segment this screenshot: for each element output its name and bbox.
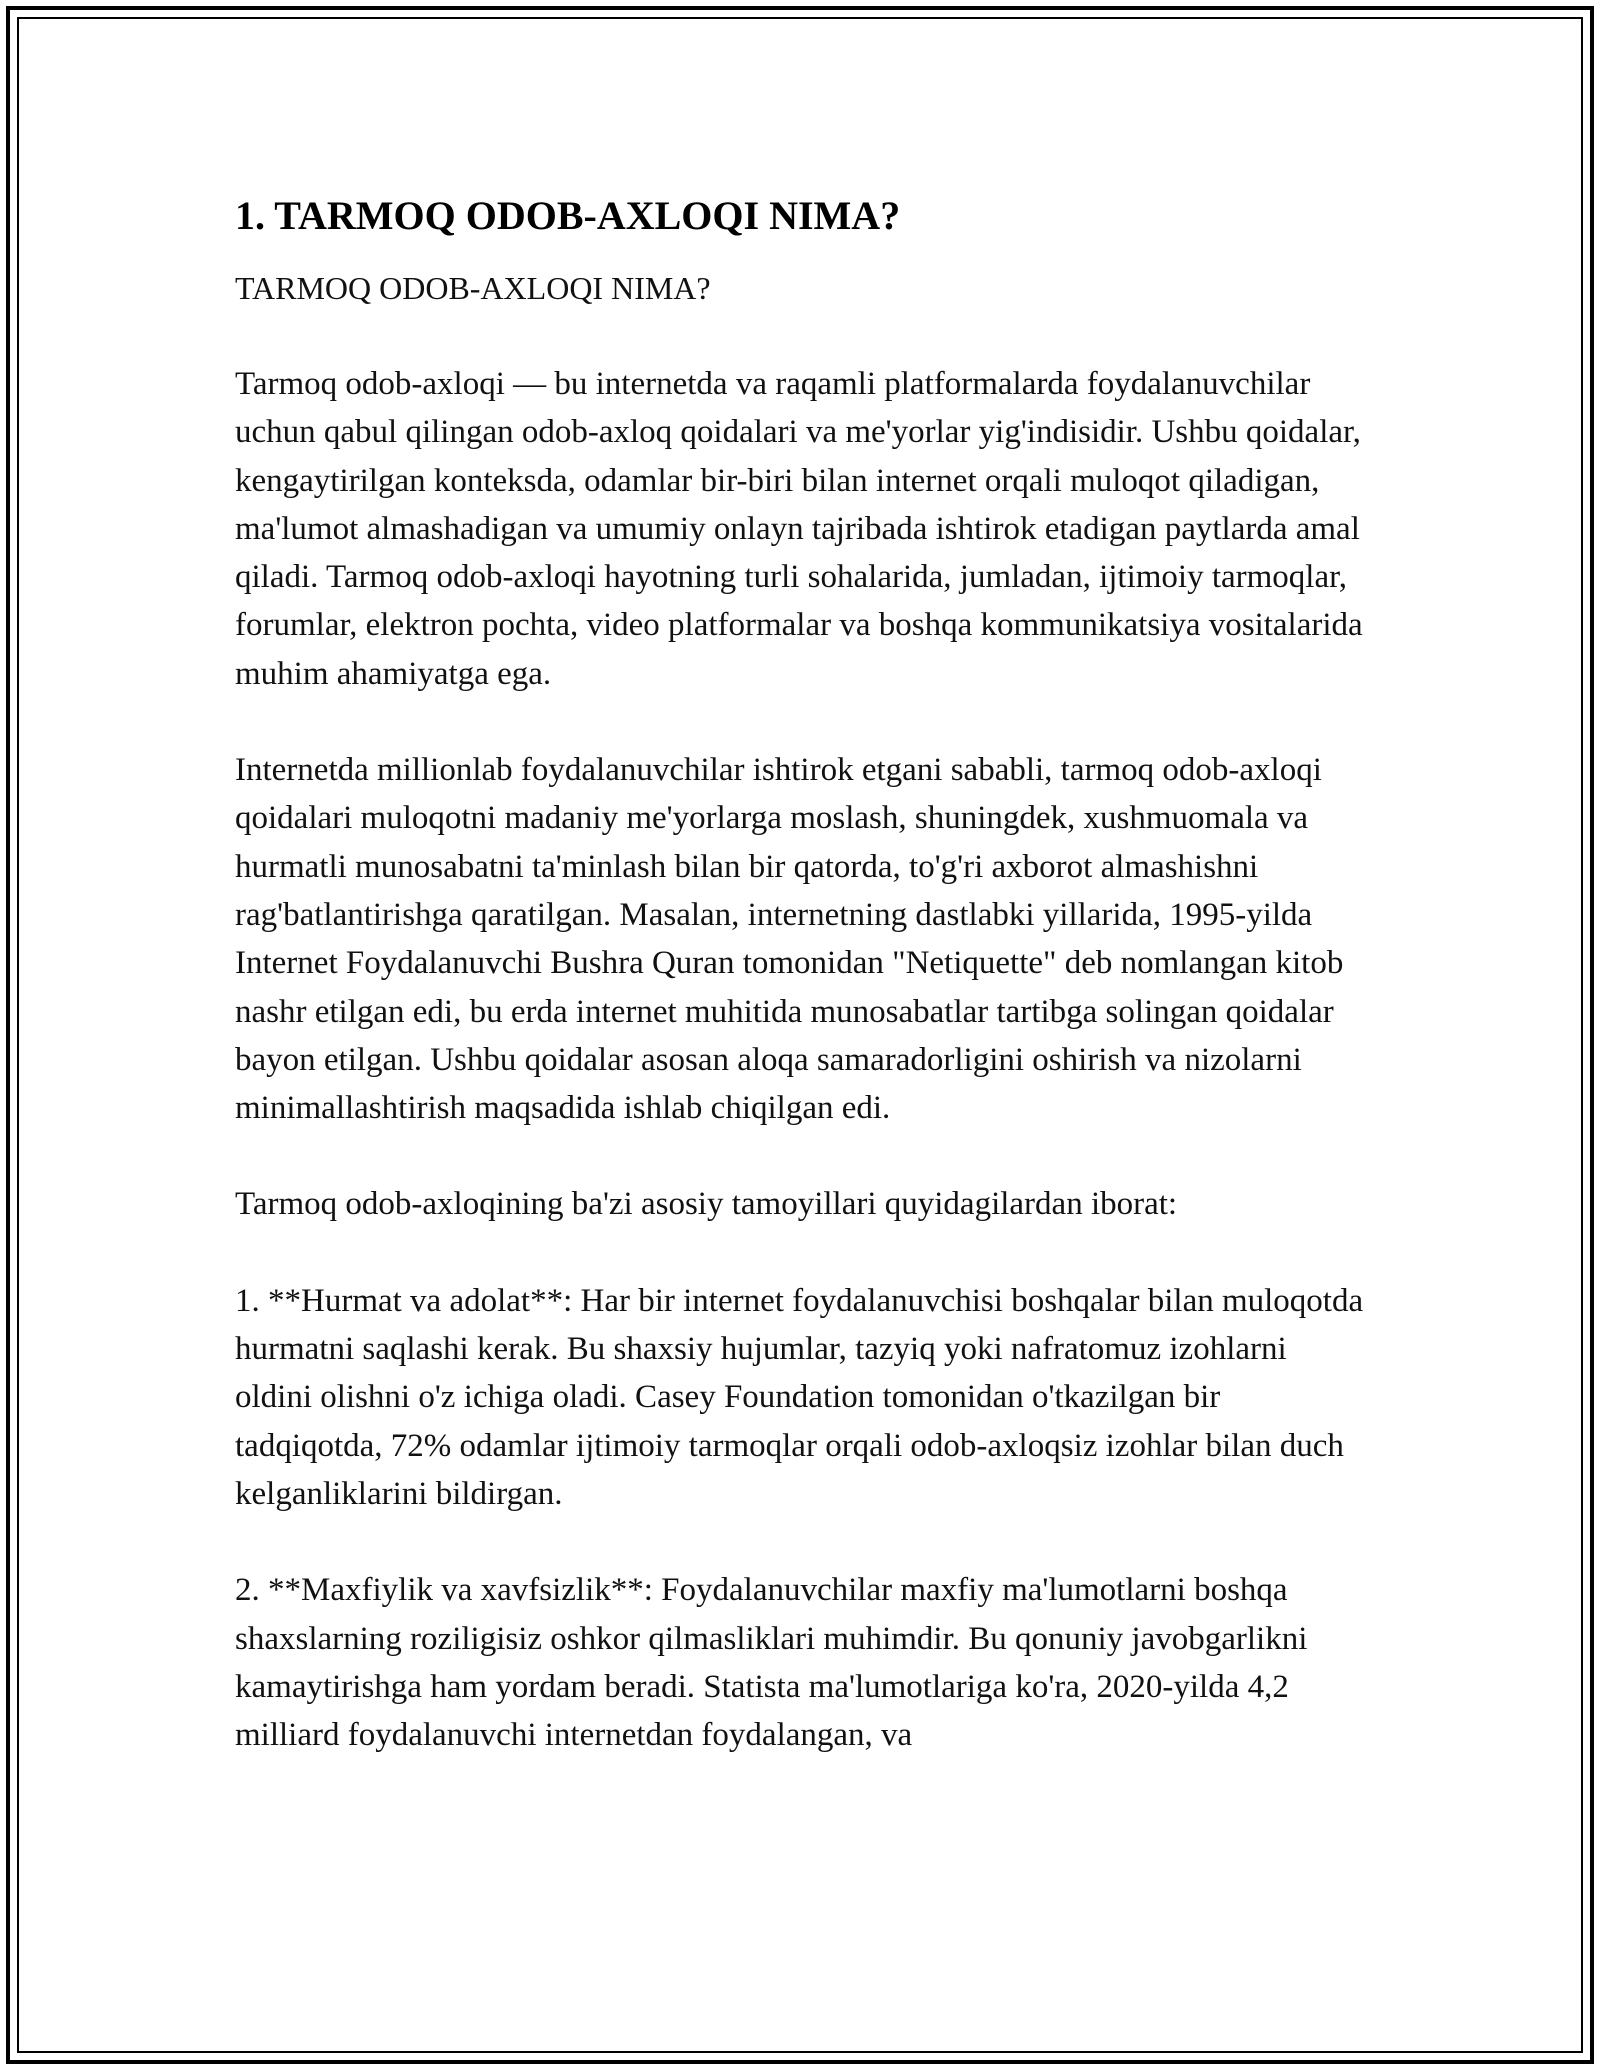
paragraph-history: Internetda millionlab foydalanuvchilar ishtirok etgani sababli, tarmoq odob-axloqi qoidalari muloqotni madaniy me'yorlarga moslash, shuningdek, xushmuomala va hurmatli munosabatni ta'minlash bilan bir qatorda, to'g'ri axborot almashishni rag'batlantirishga qaratilgan. Masalan, internetning dastlabki yillarida, 1995-yilda Internet Foydalanuvchi Bushra Quran tomonidan "Netiquette" deb nomlangan kitob nashr etilgan edi, bu erda internet muhitida munosabatlar tartibga solingan qoidalar bayon etilgan. Ushbu qoidalar asosan aloqa samaradorligini oshirish va nizolarni minimallashtirish maqsadida ishlab chiqilgan edi.: [235, 752, 1344, 1127]
paragraph-definition: Tarmoq odob-axloqi — bu internetda va raqamli platformalarda foydalanuvchilar uchun qabul qilingan odob-axloq qoidalari va me'yorlar yig'indisidir. Ushbu qoidalar, kengaytirilgan konteksda, odamlar bir-biri bilan internet orqali muloqot qiladigan, ma'lumot almashadigan va umumiy onlayn tajribada ishtirok etadigan paytlarda amal qiladi. Tarmoq odob-axloqi hayotning turli sohalarida, jumladan, ijtimoiy tarmoqlar, forumlar, elektron pochta, video platformalar va boshqa kommunikatsiya vositalarida muhim ahamiyatga ega.: [235, 366, 1363, 692]
list-item-privacy: 2. **Maxfiylik va xavfsizlik**: Foydalanuvchilar maxfiy ma'lumotlarni boshqa shaxslarning roziligisiz oshkor qilmasliklari muhimdir. Bu qonuniy javobgarlikni kamaytirishga ham yordam beradi. Statista ma'lumotlariga ko'ra, 2020-yilda 4,2 milliard foydalanuvchi internetdan foydalangan, va: [235, 1572, 1308, 1754]
list-item-respect: 1. **Hurmat va adolat**: Har bir internet foydalanuvchisi boshqalar bilan muloqotda hurmatni saqlashi kerak. Bu shaxsiy hujumlar, tazyiq yoki nafratomuz izohlarni oldini olishni o'z ichiga oladi. Casey Foundation tomonidan o'tkazilgan bir tadqiqotda, 72% odamlar ijtimoiy tarmoqlar orqali odob-axloqsiz izohlar bilan duch kelganliklarini bildirgan.: [235, 1282, 1364, 1512]
section-subheading: TARMOQ ODOB-AXLOQI NIMA?: [235, 270, 711, 306]
document-body: [235, 188, 1370, 1807]
section-heading: 1. TARMOQ ODOB-AXLOQI NIMA?: [235, 193, 901, 238]
paragraph-principles-intro: Tarmoq odob-axloqining ba'zi asosiy tamoyillari quyidagilardan iborat:: [235, 1186, 1178, 1223]
